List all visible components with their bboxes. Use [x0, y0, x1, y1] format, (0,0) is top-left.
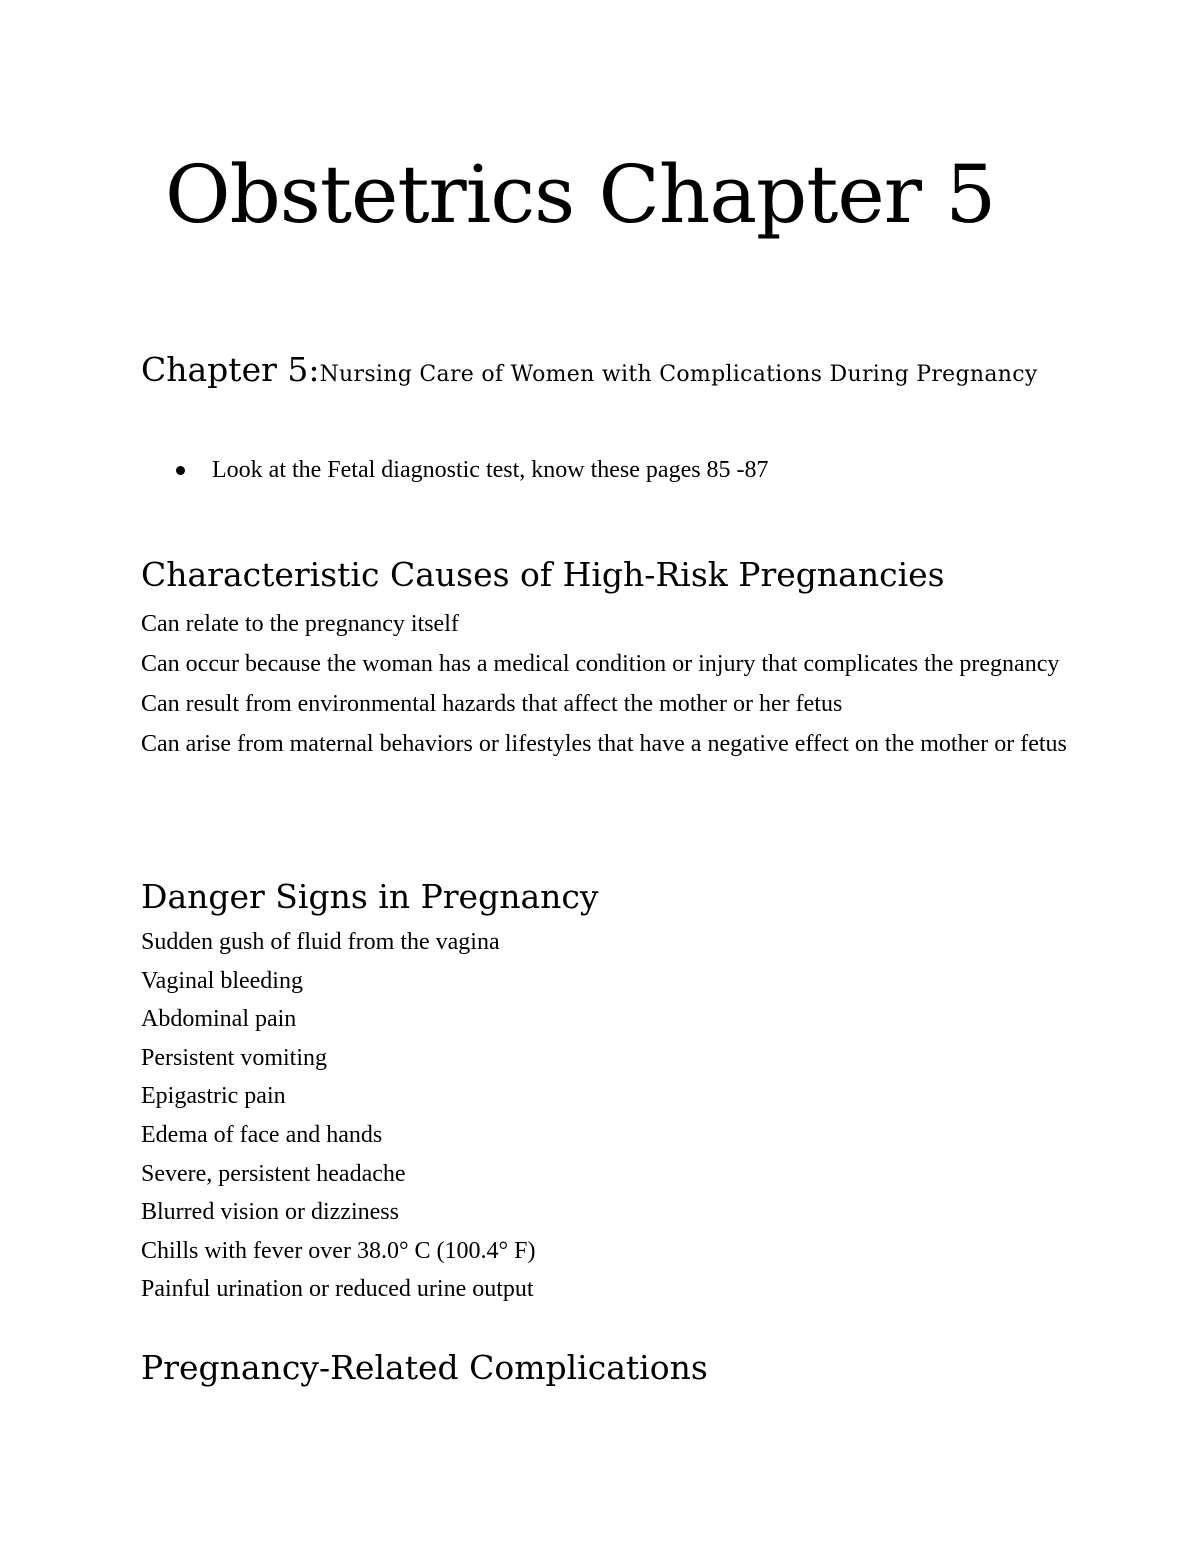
section-heading: Danger Signs in Pregnancy — [141, 877, 599, 916]
bullet-item — [174, 454, 769, 486]
bullet-text: Look at the Fetal diagnostic test, know these pages 85 -87 — [212, 457, 769, 483]
bullet-list — [174, 454, 769, 486]
bullet-dot-icon — [176, 466, 185, 475]
section-heading: Characteristic Causes of High-Risk Pregnancies — [141, 555, 945, 594]
chapter-label: Chapter 5: — [141, 350, 320, 389]
section-heading: Pregnancy-Related Complications — [141, 1348, 708, 1387]
danger-sign-item: Painful urination or reduced urine output — [141, 1276, 534, 1303]
chapter-heading — [141, 347, 1038, 398]
danger-sign-item: Persistent vomiting — [141, 1044, 327, 1071]
danger-sign-item: Abdominal pain — [141, 1006, 297, 1033]
danger-sign-item: Sudden gush of fluid from the vagina — [141, 929, 500, 955]
danger-sign-item: Vaginal bleeding — [141, 967, 303, 994]
danger-sign-item: Blurred vision or dizziness — [141, 1199, 399, 1226]
danger-sign-item: Chills with fever over 38.0° C (100.4° F) — [141, 1237, 536, 1264]
danger-sign-item: Epigastric pain — [141, 1083, 286, 1110]
document-title: Obstetrics Chapter 5 — [165, 148, 996, 241]
cause-item: Can arise from maternal behaviors or lifestyles that have a negative effect on the mother or fetus — [141, 731, 1067, 757]
section-danger-signs — [141, 874, 1071, 1314]
danger-sign-item: Edema of face and hands — [141, 1121, 383, 1148]
cause-item: Can occur because the woman has a medical condition or injury that complicates the pregnancy — [141, 651, 1060, 677]
section-pregnancy-complications — [141, 1345, 1071, 1391]
chapter-subtitle: Nursing Care of Women with Complications During Pregnancy — [319, 362, 1038, 387]
danger-sign-item: Severe, persistent headache — [141, 1160, 406, 1187]
cause-item: Can relate to the pregnancy itself — [141, 611, 459, 637]
cause-item: Can result from environmental hazards that affect the mother or her fetus — [141, 691, 843, 717]
section-high-risk-causes — [141, 552, 1071, 771]
